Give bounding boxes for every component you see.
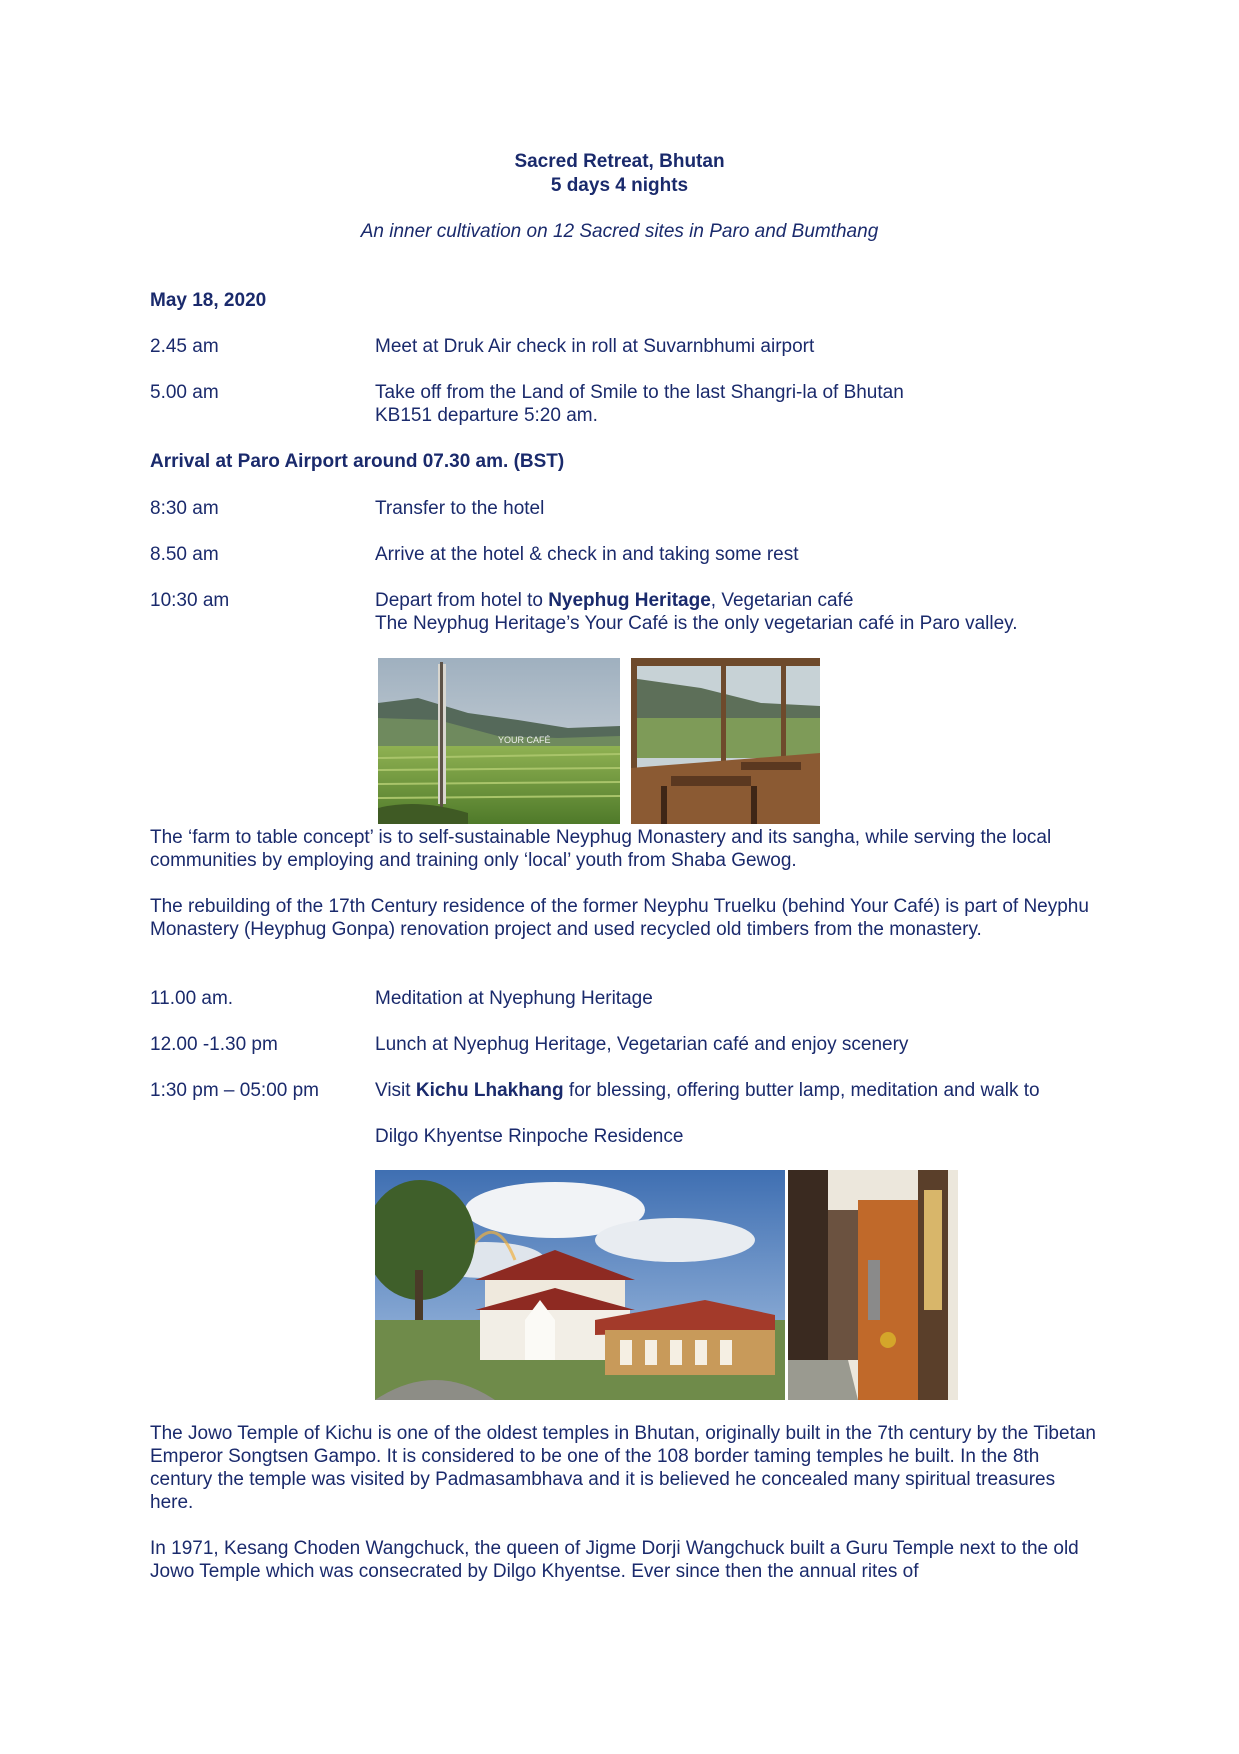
- schedule-row: [150, 1079, 1090, 1149]
- schedule-time: 2.45 am: [150, 336, 219, 357]
- schedule-time: 1:30 pm – 05:00 pm: [150, 1080, 319, 1101]
- arrival-heading: Arrival at Paro Airport around 07.30 am. (BST): [150, 451, 565, 472]
- doc-title: Sacred Retreat, Bhutan: [514, 151, 725, 172]
- date-heading: May 18, 2020: [150, 290, 267, 311]
- nyephug-heritage-link: Nyephug Heritage: [548, 590, 711, 611]
- visit-post: for blessing, offering butter lamp, meditation and walk to: [563, 1080, 1040, 1101]
- schedule-row: [150, 497, 1090, 520]
- jowo-temple-paragraph: The Jowo Temple of Kichu is one of the oldest temples in Bhutan, originally built in the 7th century by the Tibetan Emperor Songtsen Gampo. It is considered to be one of the 108 border taming temples he built. In the 8th century the temple was visited by Padmasambhava and it is believed he concealed many spiritual treasures here.: [150, 1423, 1096, 1513]
- kichu-lhakhang-link: Kichu Lhakhang: [415, 1080, 564, 1101]
- schedule-time: 11.00 am.: [150, 988, 234, 1009]
- paro-valley-image: [378, 658, 620, 824]
- farm-to-table-paragraph: The ‘farm to table concept’ is to self-sustainable Neyphug Monastery and its sangha, while serving the local communities by employing and training only ‘local’ youth from Shaba Gewog.: [150, 827, 1052, 871]
- schedule-desc: Lunch at Nyephug Heritage, Vegetarian café and enjoy scenery: [375, 1034, 909, 1055]
- schedule-row: [150, 381, 1090, 427]
- schedule-desc: Arrive at the hotel & check in and taking some rest: [375, 544, 799, 565]
- temple-door-image: [788, 1170, 958, 1400]
- schedule-desc: [375, 1079, 1095, 1148]
- schedule-row: [150, 987, 1090, 1010]
- depart-pre: Depart from hotel to: [375, 590, 549, 611]
- rebuilding-paragraph: The rebuilding of the 17th Century residence of the former Neyphu Truelku (behind Your Café) is part of Neyphu Monastery (Heyphug Gonpa) renovation project and used recycled old timbers from the monastery.: [150, 896, 1089, 940]
- schedule-row: [150, 589, 1090, 635]
- depart-post: , Vegetarian café: [710, 590, 854, 611]
- cafe-interior-image: [631, 658, 820, 824]
- kichu-temple-photo: [375, 1170, 785, 1400]
- temple-door-photo: [788, 1170, 958, 1400]
- depart-line2: The Neyphug Heritage’s Your Café is the only vegetarian café in Paro valley.: [375, 613, 1018, 634]
- cafe-interior-photo: [631, 658, 820, 824]
- schedule-time: 10:30 am: [150, 590, 230, 611]
- schedule-row: [150, 543, 1090, 566]
- visit-line2: Dilgo Khyentse Rinpoche Residence: [375, 1126, 684, 1147]
- schedule-desc-line1: Take off from the Land of Smile to the last Shangri-la of Bhutan: [375, 382, 904, 403]
- schedule-desc: Transfer to the hotel: [375, 498, 545, 519]
- doc-duration: 5 days 4 nights: [550, 175, 689, 196]
- schedule-time: 12.00 -1.30 pm: [150, 1034, 278, 1055]
- schedule-desc: [375, 589, 1095, 635]
- paro-valley-photo: [378, 658, 620, 824]
- schedule-desc: [375, 381, 1095, 427]
- doc-subtitle: An inner cultivation on 12 Sacred sites in Paro and Bumthang: [360, 221, 879, 242]
- schedule-time: 8:30 am: [150, 498, 219, 519]
- kichu-temple-image: [375, 1170, 785, 1400]
- schedule-desc: Meditation at Nyephung Heritage: [375, 988, 653, 1009]
- guru-temple-paragraph: In 1971, Kesang Choden Wangchuck, the queen of Jigme Dorji Wangchuck built a Guru Temple next to the old Jowo Temple which was consecrated by Dilgo Khyentse. Ever since then the annual rites of: [150, 1538, 1079, 1582]
- schedule-time: 8.50 am: [150, 544, 219, 565]
- schedule-time: 5.00 am: [150, 382, 219, 403]
- visit-pre: Visit: [375, 1080, 416, 1101]
- your-cafe-watermark: YOUR CAFÉ: [498, 735, 551, 745]
- schedule-desc: Meet at Druk Air check in roll at Suvarnbhumi airport: [375, 336, 815, 357]
- schedule-desc-line2: KB151 departure 5:20 am.: [375, 405, 598, 426]
- schedule-row: [150, 1033, 1090, 1056]
- schedule-row: [150, 335, 1090, 358]
